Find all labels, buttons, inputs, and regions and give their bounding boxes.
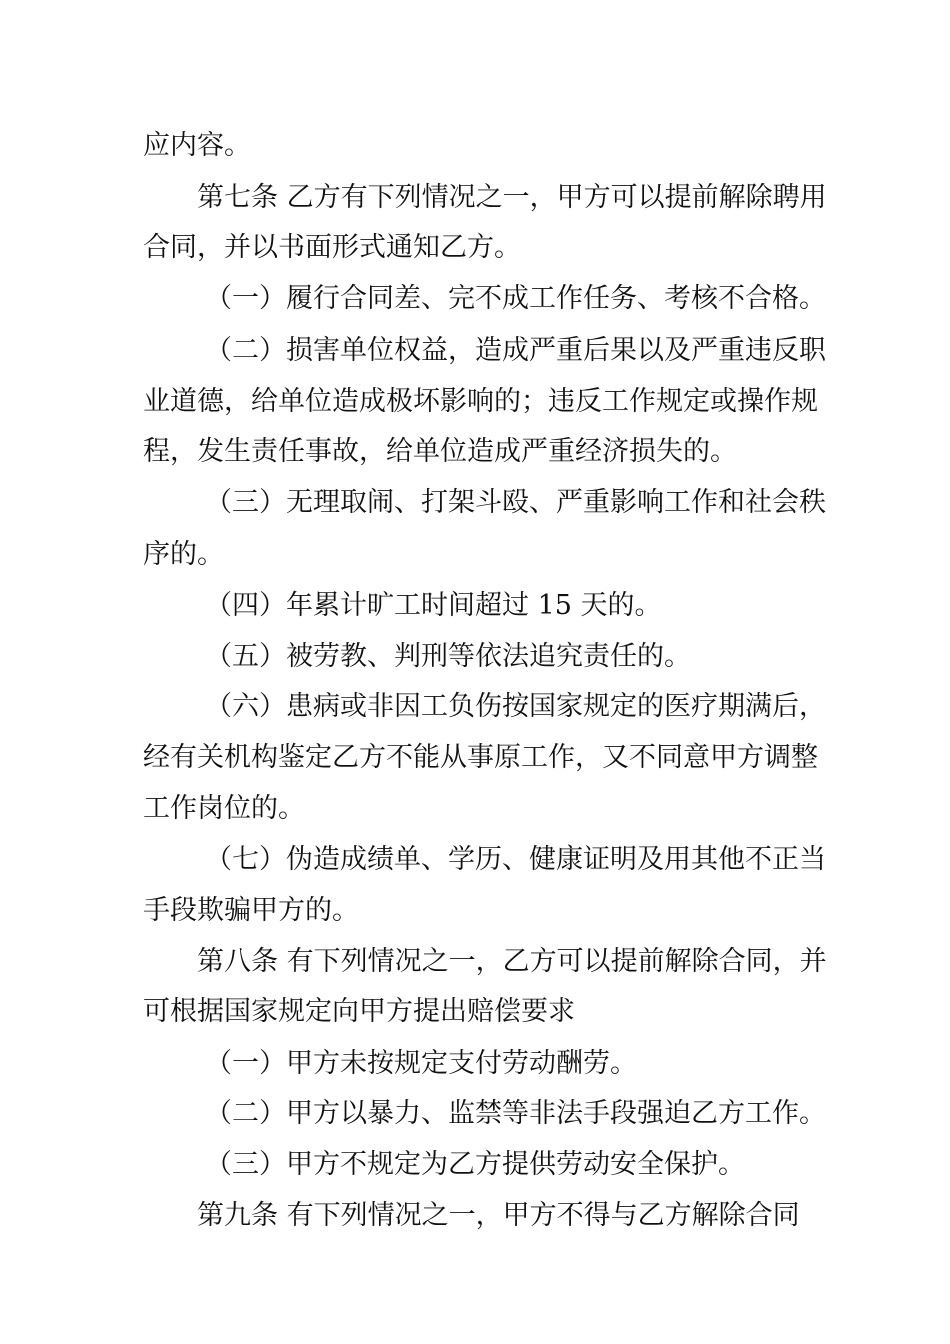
text-line: 可根据国家规定向甲方提出赔偿要求	[143, 996, 575, 1027]
text-line: 手段欺骗甲方的。	[143, 895, 359, 926]
list-item: （二）损害单位权益，造成严重后果以及严重违反职	[205, 335, 826, 366]
text-line: 程，发生责任事故，给单位造成严重经济损失的。	[143, 436, 737, 467]
article-7-heading: 第七条 乙方有下列情况之一，甲方可以提前解除聘用	[197, 182, 827, 213]
list-item: （一）甲方未按规定支付劳动酬劳。	[205, 1048, 637, 1079]
text-line: 经有关机构鉴定乙方不能从事原工作，又不同意甲方调整	[143, 742, 818, 773]
list-item: （三）甲方不规定为乙方提供劳动安全保护。	[205, 1149, 745, 1180]
list-item: （二）甲方以暴力、监禁等非法手段强迫乙方工作。	[205, 1098, 826, 1129]
text-line: 业道德，给单位造成极坏影响的；违反工作规定或操作规	[143, 386, 818, 417]
list-item: （四）年累计旷工时间超过 15 天的。	[205, 590, 662, 621]
article-8-heading: 第八条 有下列情况之一，乙方可以提前解除合同，并	[197, 946, 827, 977]
list-item: （三）无理取闹、打架斗殴、严重影响工作和社会秩	[205, 487, 826, 518]
list-item: （六）患病或非因工负伤按国家规定的医疗期满后，	[205, 691, 826, 722]
text-line: 应内容。	[143, 130, 251, 161]
list-item: （七）伪造成绩单、学历、健康证明及用其他不正当	[205, 844, 826, 875]
list-item: （一）履行合同差、完不成工作任务、考核不合格。	[205, 283, 826, 314]
text-line: 合同，并以书面形式通知乙方。	[143, 232, 521, 263]
text-line: 序的。	[143, 539, 224, 570]
text-line: 工作岗位的。	[143, 793, 305, 824]
article-9-heading: 第九条 有下列情况之一，甲方不得与乙方解除合同	[197, 1200, 800, 1231]
list-item: （五）被劳教、判刑等依法追究责任的。	[205, 641, 691, 672]
